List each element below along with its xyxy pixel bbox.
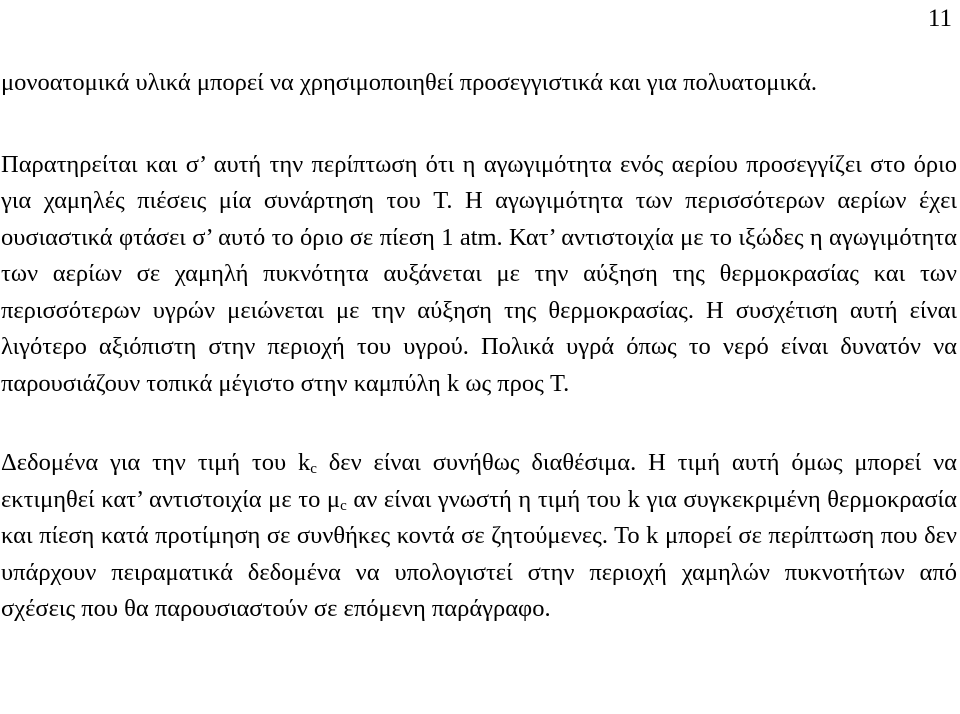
subscript-c-mu: c (340, 497, 347, 514)
paragraph-3-part-1: Δεδομένα για την τιμή του k (1, 449, 311, 476)
paragraph-3-part-3: αν είναι γνωστή η τιμή του k για συγκεκριμένη θερμοκρασία και πίεση κατά προτίμηση σε συνθήκες κοντά σε ζητούμενες. Το k μπορεί σε περίπτωση που δεν υπάρχουν πειραματικά δεδομένα να υπολογιστεί στην περιοχή χαμηλών πυκνοτήτων από σχέσεις που θα παρουσιαστούν σε επόμενη παράγραφο. (1, 485, 957, 622)
paragraph-gap (1, 402, 957, 445)
document-body (1, 65, 957, 628)
paragraph-gap (1, 102, 957, 147)
page-number: 11 (927, 5, 952, 32)
paragraph-3-part-2: δεν είναι συνήθως διαθέσιμα. Η τιμή αυτή όμως μπορεί να εκτιμηθεί κατ’ αντιστοιχία με το μ (1, 449, 957, 513)
paragraph-3 (1, 445, 957, 628)
paragraph-1: μονοατομικά υλικά μπορεί να χρησιμοποιηθεί προσεγγιστικά και για πολυατομικά. (1, 69, 818, 96)
subscript-c-k: c (310, 461, 317, 477)
paragraph-2: Παρατηρείται και σ’ αυτή την περίπτωση ότι η αγωγιμότητα ενός αερίου προσεγγίζει στο όριο για χαμηλές πιέσεις μία συνάρτηση του T. Η αγωγιμότητα των περισσότερων αερίων έχει ουσιαστικά φτάσει σ’ αυτό το όριο σε πίεση 1 atm. Κατ’ αντιστοιχία με το ιξώδες η αγωγιμότητα των αερίων σε χαμηλή πυκνότητα αυξάνεται με την αύξηση της θερμοκρασίας και των περισσότερων υγρών μειώνεται με την αύξηση της θερμοκρασίας. Η συσχέτιση αυτή είναι λιγότερο αξιόπιστη στην περιοχή του υγρού. Πολικά υγρά όπως το νερό είναι δυνατόν να παρουσιάζουν τοπικά μέγιστο στην καμπύλη k ως προς T. (1, 150, 957, 397)
